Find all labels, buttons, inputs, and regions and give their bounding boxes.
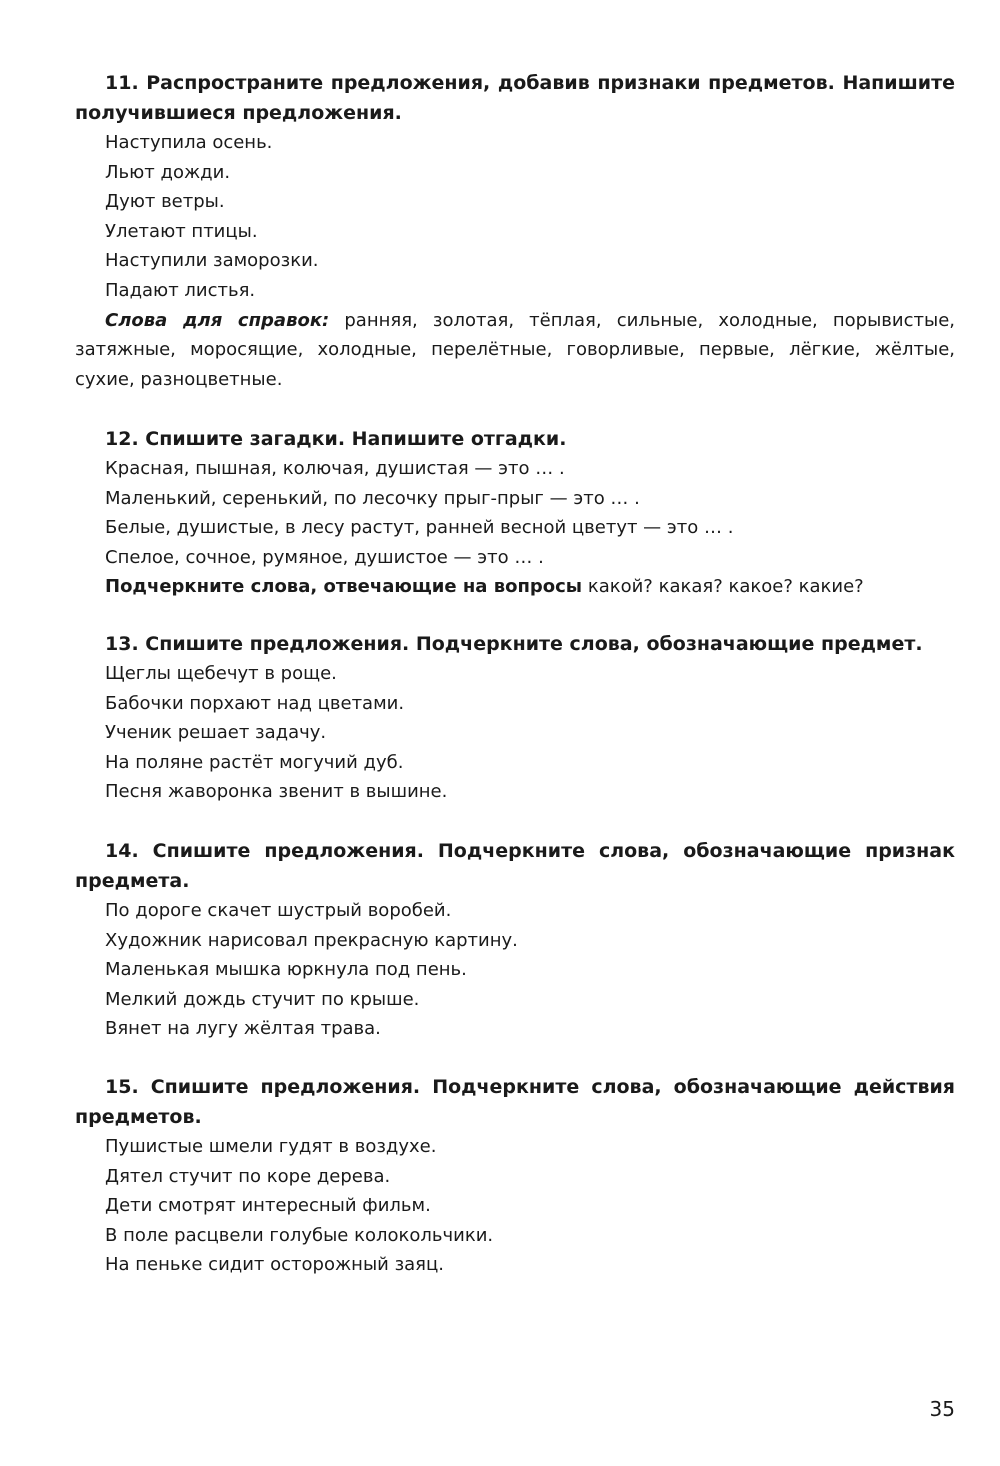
sentence: Дуют ветры. bbox=[105, 191, 225, 213]
task-title: 14. Спишите предложения. Подчеркните слова, обозначающие признак предмета. bbox=[75, 840, 955, 892]
riddle: Белые, душистые, в лесу растут, ранней весной цветут — это … . bbox=[105, 517, 734, 539]
sentence: Льют дожди. bbox=[105, 161, 231, 183]
reference-words bbox=[75, 306, 955, 395]
task-14 bbox=[75, 836, 955, 1044]
sentence: Дятел стучит по коре дерева. bbox=[105, 1165, 391, 1187]
sentence: Песня жаворонка звенит в вышине. bbox=[105, 781, 448, 803]
page-number: 35 bbox=[929, 1397, 955, 1421]
task-11 bbox=[75, 68, 955, 395]
sentence: Бабочки порхают над цветами. bbox=[105, 692, 405, 714]
sentence: Щеглы щебечут в роще. bbox=[105, 663, 337, 684]
sentence: Пушистые шмели гудят в воздухе. bbox=[105, 1136, 437, 1157]
sentence: Наступили заморозки. bbox=[105, 250, 319, 272]
sentence: Ученик решает задачу. bbox=[105, 722, 327, 744]
instruction-questions: какой? какая? какое? какие? bbox=[582, 576, 864, 598]
task-title: 11. Распространите предложения, добавив признаки предметов. Напишите получившиеся предложения. bbox=[75, 72, 955, 124]
instruction-bold: Подчеркните слова, отвечающие на вопросы bbox=[105, 576, 583, 598]
sentence: Падают листья. bbox=[105, 279, 256, 301]
sentence: Мелкий дождь стучит по крыше. bbox=[105, 988, 420, 1010]
riddle: Спелое, сочное, румяное, душистое — это … . bbox=[105, 546, 544, 568]
reference-label: Слова для справок: bbox=[105, 309, 330, 331]
task-15 bbox=[75, 1072, 955, 1280]
sentence: Художник нарисовал прекрасную картину. bbox=[105, 929, 518, 951]
sentence: Вянет на лугу жёлтая трава. bbox=[105, 1018, 381, 1040]
riddle: Красная, пышная, колючая, душистая — это … . bbox=[105, 458, 565, 479]
task-instruction bbox=[75, 572, 955, 602]
sentence: В поле расцвели голубые колокольчики. bbox=[105, 1224, 494, 1246]
task-title: 13. Спишите предложения. Подчеркните слова, обозначающие предмет. bbox=[105, 633, 923, 655]
task-title: 15. Спишите предложения. Подчеркните слова, обозначающие действия предметов. bbox=[75, 1076, 955, 1128]
task-title: 12. Спишите загадки. Напишите отгадки. bbox=[105, 428, 567, 450]
sentence: Маленькая мышка юркнула под пень. bbox=[105, 959, 467, 981]
task-12 bbox=[75, 424, 955, 602]
sentence: По дороге скачет шустрый воробей. bbox=[105, 900, 452, 921]
task-13 bbox=[75, 629, 955, 807]
reference-text: ранняя, золотая, тёплая, сильные, холодные, порывистые, затяжные, моросящие, холодные, перелётные, говорливые, первые, лёгкие, жёлтые, сухие, разноцветные. bbox=[75, 309, 955, 391]
sentence: На пеньке сидит осторожный заяц. bbox=[105, 1254, 444, 1276]
riddle: Маленький, серенький, по лесочку прыг-прыг — это … . bbox=[105, 487, 640, 509]
sentence: Улетают птицы. bbox=[105, 220, 258, 242]
sentence: На поляне растёт могучий дуб. bbox=[105, 751, 404, 773]
sentence: Дети смотрят интересный фильм. bbox=[105, 1195, 431, 1217]
sentence: Наступила осень. bbox=[105, 132, 273, 153]
